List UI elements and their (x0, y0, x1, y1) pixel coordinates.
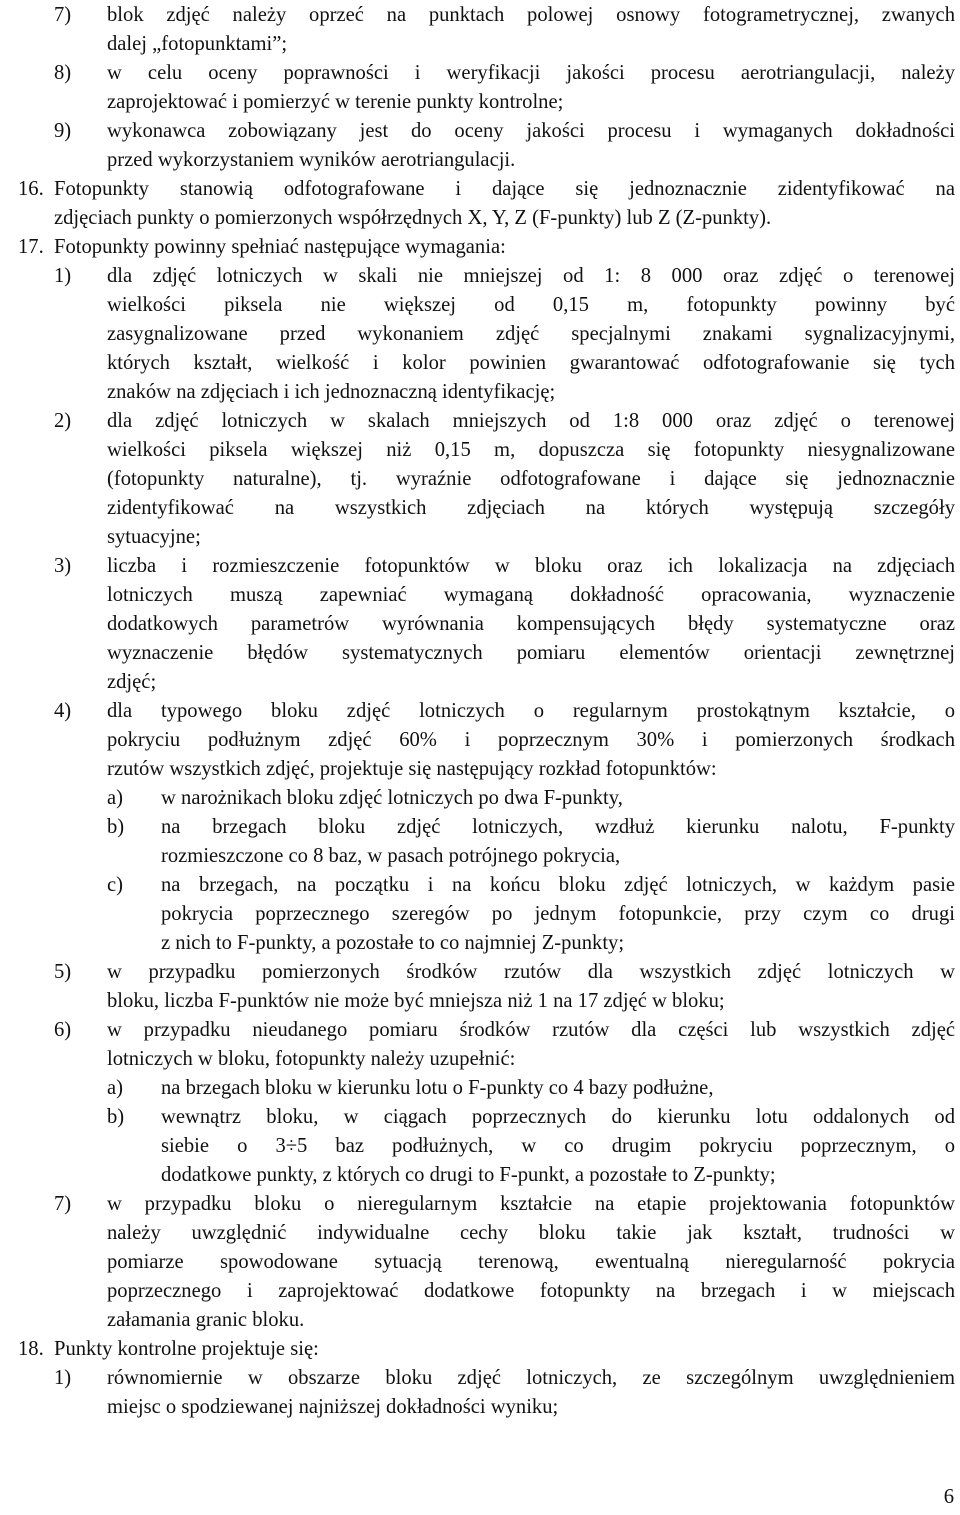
text-line: wielkości piksela większej niż 0,15 m, dopuszcza się fotopunkty niesygnalizowane (107, 439, 955, 461)
list-item-number: 8) (54, 62, 72, 84)
text-line: dla zdjęć lotniczych w skalach mniejszych od 1:8 000 oraz zdjęć o terenowej (107, 410, 955, 432)
text-line: rzutów wszystkich zdjęć, projektuje się następujący rozkład fotopunktów: (107, 758, 717, 780)
text-line: znaków na zdjęciach i ich jednoznaczną identyfikację; (107, 381, 556, 403)
list-item-number: 4) (54, 700, 72, 722)
list-item-number: 6) (54, 1019, 72, 1041)
text-line: pokryciu podłużnym zdjęć 60% i poprzecznym 30% i pomierzonych środkach (107, 729, 955, 751)
list-item-number: 9) (54, 120, 72, 142)
list-item-number: b) (107, 1106, 125, 1128)
list-item-number: 18. (18, 1338, 44, 1360)
text-line: należy uwzględnić indywidualne cechy bloku takie jak kształt, trudności w (107, 1222, 955, 1244)
text-line: Fotopunkty stanowią odfotografowane i dające się jednoznacznie zidentyfikować na (54, 178, 955, 200)
text-line: przed wykorzystaniem wyników aerotriangulacji. (107, 149, 516, 171)
text-line: dodatkowe punkty, z których co drugi to F-punkt, a pozostałe to Z-punkty; (161, 1164, 776, 1186)
text-line: poprzecznego i zaprojektować dodatkowe fotopunkty na brzegach i w miejscach (107, 1280, 955, 1302)
text-line: sytuacyjne; (107, 526, 201, 548)
text-line: wykonawca zobowiązany jest do oceny jakości procesu i wymaganych dokładności (107, 120, 955, 142)
text-line: (fotopunkty naturalne), tj. wyraźnie odfotografowane i dające się jednoznacznie (107, 468, 955, 490)
list-item-number: 7) (54, 4, 72, 26)
text-line: lotniczych muszą zapewniać wymaganą dokładność opracowania, wyznaczenie (107, 584, 955, 606)
text-line: których kształt, wielkość i kolor powinien gwarantować odfotografowanie się tych (107, 352, 955, 374)
text-line: blok zdjęć należy oprzeć na punktach polowej osnowy fotogrametrycznej, zwanych (107, 4, 955, 26)
text-line: Punkty kontrolne projektuje się: (54, 1338, 319, 1360)
list-item-number: b) (107, 816, 125, 838)
list-item-number: 2) (54, 410, 72, 432)
text-line: siebie o 3÷5 baz podłużnych, w co drugim pokryciu poprzecznym, o (161, 1135, 955, 1157)
list-item-number: a) (107, 787, 123, 809)
text-line: Fotopunkty powinny spełniać następujące wymagania: (54, 236, 506, 258)
text-line: w przypadku nieudanego pomiaru środków rzutów dla części lub wszystkich zdjęć (107, 1019, 955, 1041)
text-line: zaprojektować i pomierzyć w terenie punkty kontrolne; (107, 91, 564, 113)
text-line: dla zdjęć lotniczych w skali nie mniejszej od 1: 8 000 oraz zdjęć o terenowej (107, 265, 955, 287)
text-line: lotniczych w bloku, fotopunkty należy uzupełnić: (107, 1048, 516, 1070)
text-line: w narożnikach bloku zdjęć lotniczych po dwa F-punkty, (161, 787, 623, 809)
text-line: pomiarze spowodowane sytuacją terenową, ewentualną nieregularność pokrycia (107, 1251, 955, 1273)
list-item-number: 1) (54, 265, 72, 287)
list-item-number: 3) (54, 555, 72, 577)
list-item-number: 5) (54, 961, 72, 983)
text-line: na brzegach bloku zdjęć lotniczych, wzdłuż kierunku nalotu, F-punkty (161, 816, 955, 838)
text-line: pokrycia poprzecznego szeregów po jednym fotopunkcie, przy czym co drugi (161, 903, 955, 925)
page-number: 6 (943, 1486, 954, 1508)
text-line: dodatkowych parametrów wyrównania kompensujących błędy systematyczne oraz (107, 613, 955, 635)
text-line: na brzegach, na początku i na końcu bloku zdjęć lotniczych, w każdym pasie (161, 874, 955, 896)
text-line: miejsc o spodziewanej najniższej dokładności wyniku; (107, 1396, 559, 1418)
text-line: w przypadku bloku o nieregularnym kształcie na etapie projektowania fotopunktów (107, 1193, 955, 1215)
text-line: dalej „fotopunktami”; (107, 33, 288, 55)
text-line: dla typowego bloku zdjęć lotniczych o regularnym prostokątnym kształcie, o (107, 700, 955, 722)
text-line: rozmieszczone co 8 baz, w pasach potrójnego pokrycia, (161, 845, 621, 867)
text-line: bloku, liczba F-punktów nie może być mniejsza niż 1 na 17 zdjęć w bloku; (107, 990, 725, 1012)
list-item-number: 16. (18, 178, 44, 200)
list-item-number: 17. (18, 236, 44, 258)
list-item-number: a) (107, 1077, 123, 1099)
list-item-number: 1) (54, 1367, 72, 1389)
text-line: wielkości piksela nie większej od 0,15 m, fotopunkty powinny być (107, 294, 955, 316)
text-line: zasygnalizowane przed wykonaniem zdjęć specjalnymi znakami sygnalizacyjnymi, (107, 323, 955, 345)
text-line: załamania granic bloku. (107, 1309, 305, 1331)
text-line: z nich to F-punkty, a pozostałe to co najmniej Z-punkty; (161, 932, 625, 954)
list-item-number: 7) (54, 1193, 72, 1215)
text-line: zdjęciach punkty o pomierzonych współrzędnych X, Y, Z (F-punkty) lub Z (Z-punkty). (54, 207, 772, 229)
text-line: zdjęć; (107, 671, 157, 693)
text-line: wewnątrz bloku, w ciągach poprzecznych do kierunku lotu oddalonych od (161, 1106, 955, 1128)
text-line: w przypadku pomierzonych środków rzutów dla wszystkich zdjęć lotniczych w (107, 961, 955, 983)
text-line: zidentyfikować na wszystkich zdjęciach na których występują szczegóły (107, 497, 955, 519)
text-line: w celu oceny poprawności i weryfikacji jakości procesu aerotriangulacji, należy (107, 62, 955, 84)
list-item-number: c) (107, 874, 123, 896)
text-line: równomiernie w obszarze bloku zdjęć lotniczych, ze szczególnym uwzględnieniem (107, 1367, 955, 1389)
text-line: liczba i rozmieszczenie fotopunktów w bloku oraz ich lokalizacja na zdjęciach (107, 555, 955, 577)
text-line: na brzegach bloku w kierunku lotu o F-punkty co 4 bazy podłużne, (161, 1077, 714, 1099)
text-line: wyznaczenie błędów systematycznych pomiaru elementów orientacji zewnętrznej (107, 642, 955, 664)
